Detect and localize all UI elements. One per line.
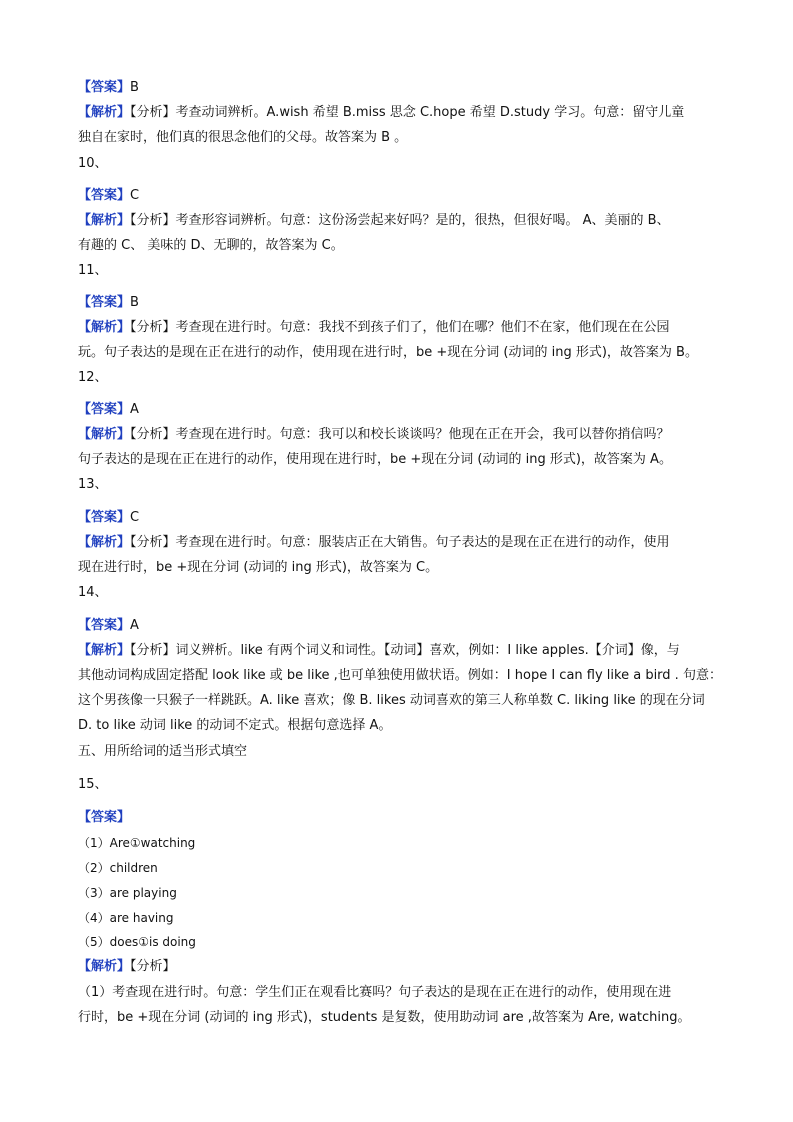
q12-analysis-line-2: 句子表达的是现在正在进行的动作，使用现在进行时，be +现在分词 (动词的 ing 形式)，故答案为 A。 bbox=[78, 452, 672, 467]
analysis-text: 【分析】考查现在进行时。句意：我可以和校长谈谈吗？他现在正在开会，我可以替你捎信吗？ bbox=[130, 427, 670, 442]
q13-answer bbox=[78, 509, 728, 527]
answer-tag: 【答案】 bbox=[78, 510, 131, 525]
q12-analysis-line-1 bbox=[78, 426, 728, 444]
answer-tag: 【答案】 bbox=[78, 402, 131, 417]
answer-tag: 【答案】 bbox=[78, 618, 131, 633]
q14-analysis-line-3: 这个男孩像一只猴子一样跳跃。A. like 喜欢；像 B. likes 动词喜欢的第三人称单数 C. liking like 的现在分词 bbox=[78, 693, 705, 708]
answer-tag: 【答案】 bbox=[78, 80, 131, 95]
q14-analysis-line-1 bbox=[78, 642, 728, 660]
analysis-tag: 【解析】 bbox=[78, 643, 131, 658]
analysis-text: 【分析】考查动词辨析。A.wish 希望 B.miss 思念 C.hope 希望 D.study 学习。句意：留守儿童 bbox=[130, 105, 685, 120]
q9-answer bbox=[78, 79, 728, 97]
q14-analysis-line-2: 其他动词构成固定搭配 look like 或 be like ,也可单独使用做状语。例如：I hope I can fly like a bird . 句意： bbox=[78, 668, 722, 683]
answer-value: B bbox=[130, 80, 139, 95]
section-title: 五、用所给词的适当形式填空 bbox=[78, 744, 248, 759]
q14-answer bbox=[78, 617, 728, 635]
q15-answer-item: （4）are having bbox=[78, 911, 174, 925]
analysis-head-text: 【分析】 bbox=[130, 959, 176, 974]
q11-analysis-line-2: 玩。句子表达的是现在正在进行的动作，使用现在进行时，be +现在分词 (动词的 ing 形式)，故答案为 B。 bbox=[78, 345, 698, 360]
q10-analysis-line-2: 有趣的 C、 美味的 D、无聊的，故答案为 C。 bbox=[78, 238, 344, 253]
q13-analysis-line-2: 现在进行时，be +现在分词 (动词的 ing 形式)，故答案为 C。 bbox=[78, 560, 439, 575]
analysis-tag: 【解析】 bbox=[78, 320, 131, 335]
q15-analysis-line-2: 行时，be +现在分词 (动词的 ing 形式)，students 是复数，使用助动词 are ,故答案为 Are, watching。 bbox=[78, 1010, 691, 1025]
q9-analysis-line-1 bbox=[78, 104, 728, 122]
answer-tag: 【答案】 bbox=[78, 188, 131, 203]
answer-value: C bbox=[130, 188, 140, 203]
q13-analysis-line-1 bbox=[78, 534, 728, 552]
q10-analysis-line-1 bbox=[78, 212, 728, 230]
q15-answer-item: （2）children bbox=[78, 861, 158, 875]
q14-number: 14、 bbox=[78, 585, 108, 600]
q15-analysis-head bbox=[78, 958, 728, 976]
q11-answer bbox=[78, 294, 728, 312]
q15-analysis-line-1: （1）考查现在进行时。句意：学生们正在观看比赛吗？句子表达的是现在正在进行的动作，使用现在进 bbox=[78, 985, 672, 1000]
q11-number: 11、 bbox=[78, 263, 108, 278]
q13-number: 13、 bbox=[78, 477, 108, 492]
answer-tag: 【答案】 bbox=[78, 810, 131, 825]
q15-answer-item: （5）does①is doing bbox=[78, 935, 196, 949]
analysis-text: 【分析】考查现在进行时。句意：我找不到孩子们了，他们在哪？他们不在家，他们现在在公园 bbox=[130, 320, 670, 335]
q15-answer-tag bbox=[78, 809, 728, 827]
q11-analysis-line-1 bbox=[78, 319, 728, 337]
analysis-tag: 【解析】 bbox=[78, 105, 131, 120]
q15-number: 15、 bbox=[78, 777, 108, 792]
answer-value: A bbox=[130, 618, 139, 633]
analysis-text: 【分析】考查形容词辨析。句意：这份汤尝起来好吗？是的，很热，但很好喝。 A、美丽的 B、 bbox=[130, 213, 670, 228]
q10-answer bbox=[78, 187, 728, 205]
q14-analysis-line-4: D. to like 动词 like 的动词不定式。根据句意选择 A。 bbox=[78, 718, 392, 733]
analysis-tag: 【解析】 bbox=[78, 427, 131, 442]
q9-analysis-line-2: 独自在家时，他们真的很思念他们的父母。故答案为 B 。 bbox=[78, 130, 408, 145]
q15-answer-item: （3）are playing bbox=[78, 886, 177, 900]
q10-number: 10、 bbox=[78, 156, 108, 171]
q12-number: 12、 bbox=[78, 370, 108, 385]
analysis-tag: 【解析】 bbox=[78, 959, 131, 974]
analysis-tag: 【解析】 bbox=[78, 535, 131, 550]
q12-answer bbox=[78, 401, 728, 419]
q15-answer-item: （1）Are①watching bbox=[78, 836, 196, 850]
answer-value: C bbox=[130, 510, 140, 525]
answer-value: A bbox=[130, 402, 139, 417]
analysis-text: 【分析】考查现在进行时。句意：服装店正在大销售。句子表达的是现在正在进行的动作，使用 bbox=[130, 535, 670, 550]
answer-tag: 【答案】 bbox=[78, 295, 131, 310]
analysis-tag: 【解析】 bbox=[78, 213, 131, 228]
answer-value: B bbox=[130, 295, 139, 310]
analysis-text: 【分析】词义辨析。like 有两个词义和词性。【动词】喜欢，例如：I like apples.【介词】像，与 bbox=[130, 643, 680, 658]
